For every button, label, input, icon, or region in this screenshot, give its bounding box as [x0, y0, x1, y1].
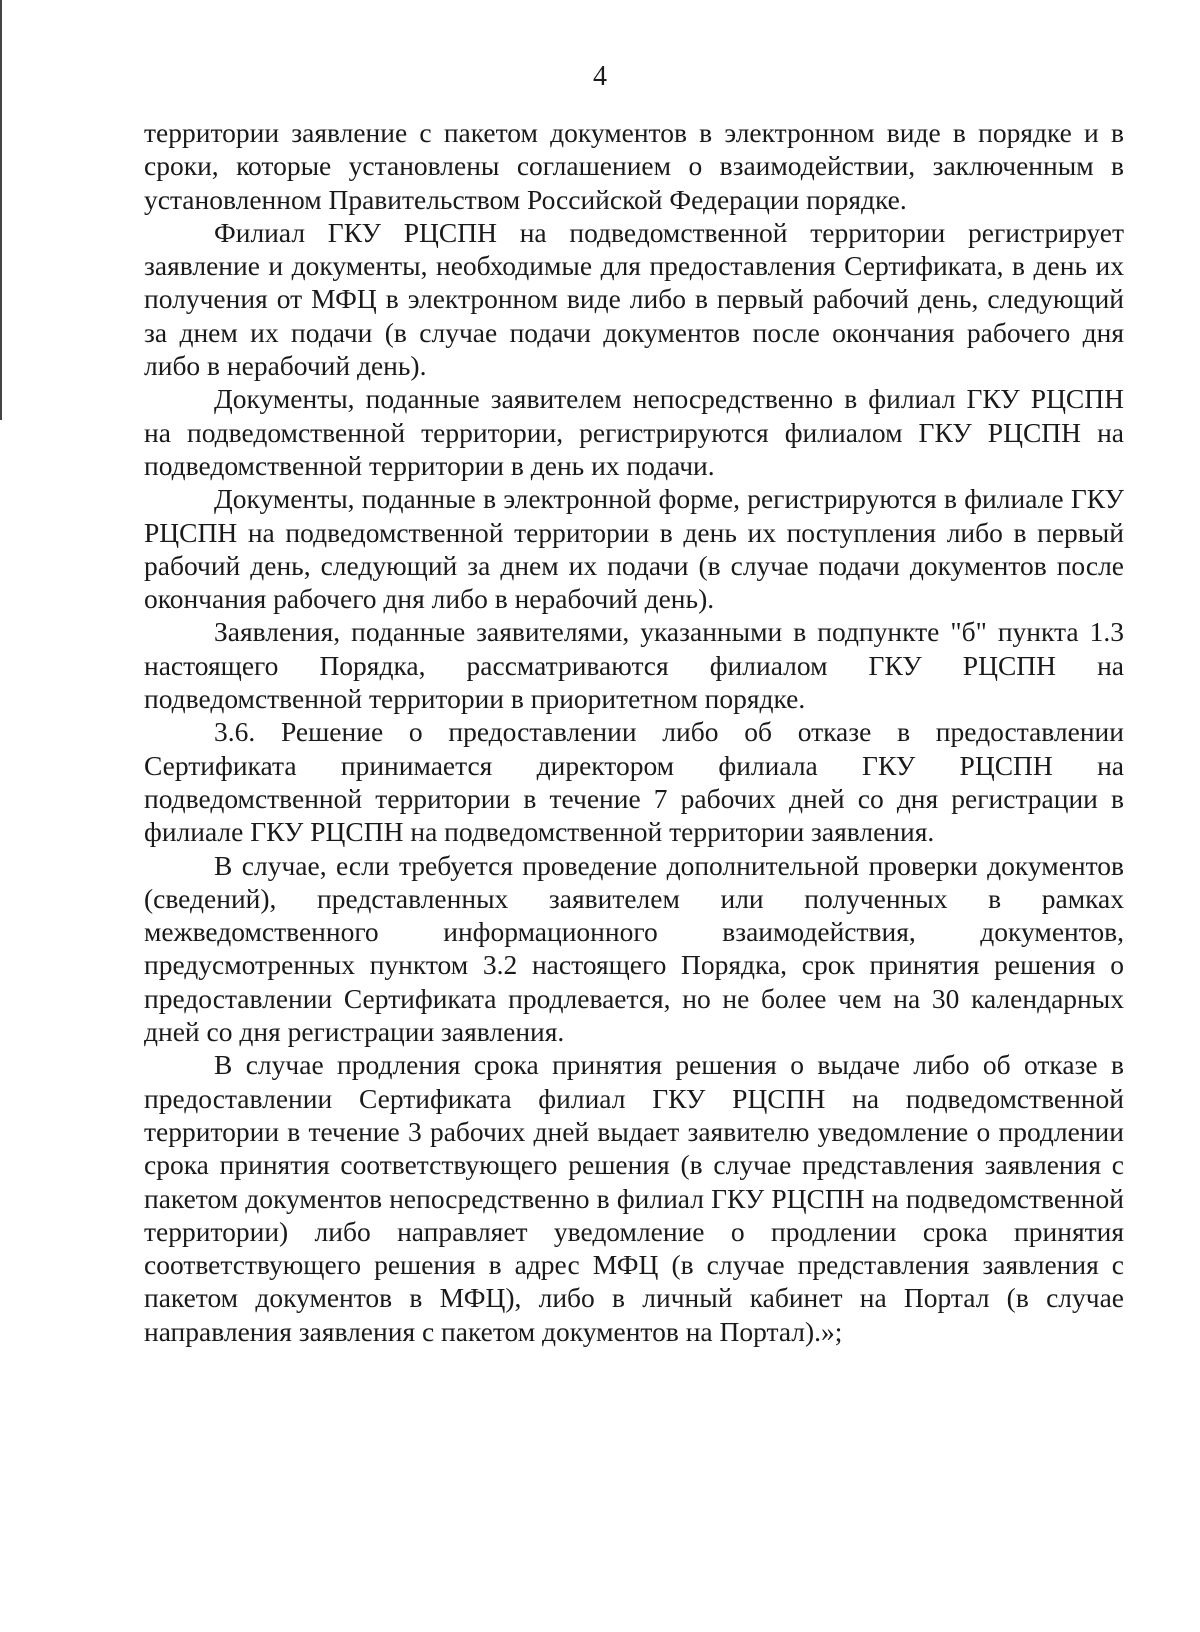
- paragraph-extension-notice: В случае продления срока принятия решения о выдаче либо об отказе в предоставлении Сертификата филиал ГКУ РЦСПН на подведомственной территории в течение 3 рабочих дней выдает заявителю уведомление о продлении срока принятия соответствующего решения (в случае представления заявления с пакетом документов непосредственно в филиал ГКУ РЦСПН на подведомственной территории) либо направляет уведомление о продлении срока принятия соответствующего решения в адрес МФЦ (в случае представления заявления с пакетом документов в МФЦ), либо в личный кабинет на Портал (в случае направления заявления с пакетом документов на Портал).»;: [144, 1049, 1124, 1347]
- paragraph-decision-3-6: 3.6. Решение о предоставлении либо об отказе в предоставлении Сертификата принимается директором филиала ГКУ РЦСПН на подведомственной территории в течение 7 рабочих дней со дня регистрации в филиале ГКУ РЦСПН на подведомственной территории заявления.: [144, 716, 1124, 848]
- paragraph-continuation: территории заявление с пакетом документов в электронном виде в порядке и в сроки, которые установлены соглашением о взаимодействии, заключенным в установленном Правительством Российской Федерации порядке.: [144, 117, 1124, 215]
- paragraph-priority: Заявления, поданные заявителями, указанными в подпункте "б" пункта 1.3 настоящего Порядка, рассматриваются филиалом ГКУ РЦСПН на подведомственной территории в приоритетном порядке.: [144, 616, 1124, 715]
- paragraph-registration-electronic: Документы, поданные в электронной форме, регистрируются в филиале ГКУ РЦСПН на подведомственной территории в день их поступления либо в первый рабочий день, следующий за днем их подачи (в случае подачи документов после окончания рабочего дня либо в нерабочий день).: [144, 483, 1124, 615]
- paragraph-additional-check: В случае, если требуется проведение дополнительной проверки документов (сведений), представленных заявителем или полученных в рамках межведомственного информационного взаимодействия, документов, предусмотренных пунктом 3.2 настоящего Порядка, срок принятия решения о предоставлении Сертификата продлевается, но не более чем на 30 календарных дней со дня регистрации заявления.: [144, 849, 1124, 1048]
- paragraph-registration-direct: Документы, поданные заявителем непосредственно в филиал ГКУ РЦСПН на подведомственной территории, регистрируются филиалом ГКУ РЦСПН на подведомственной территории в день их подачи.: [144, 383, 1124, 481]
- page-number: 4: [593, 61, 607, 92]
- document-body: [144, 116, 1124, 1348]
- paragraph-registration-mfc: Филиал ГКУ РЦСПН на подведомственной территории регистрирует заявление и документы, необходимые для предоставления Сертификата, в день их получения от МФЦ в электронном виде либо в первый рабочий день, следующий за днем их подачи (в случае подачи документов после окончания рабочего дня либо в нерабочий день).: [144, 216, 1124, 382]
